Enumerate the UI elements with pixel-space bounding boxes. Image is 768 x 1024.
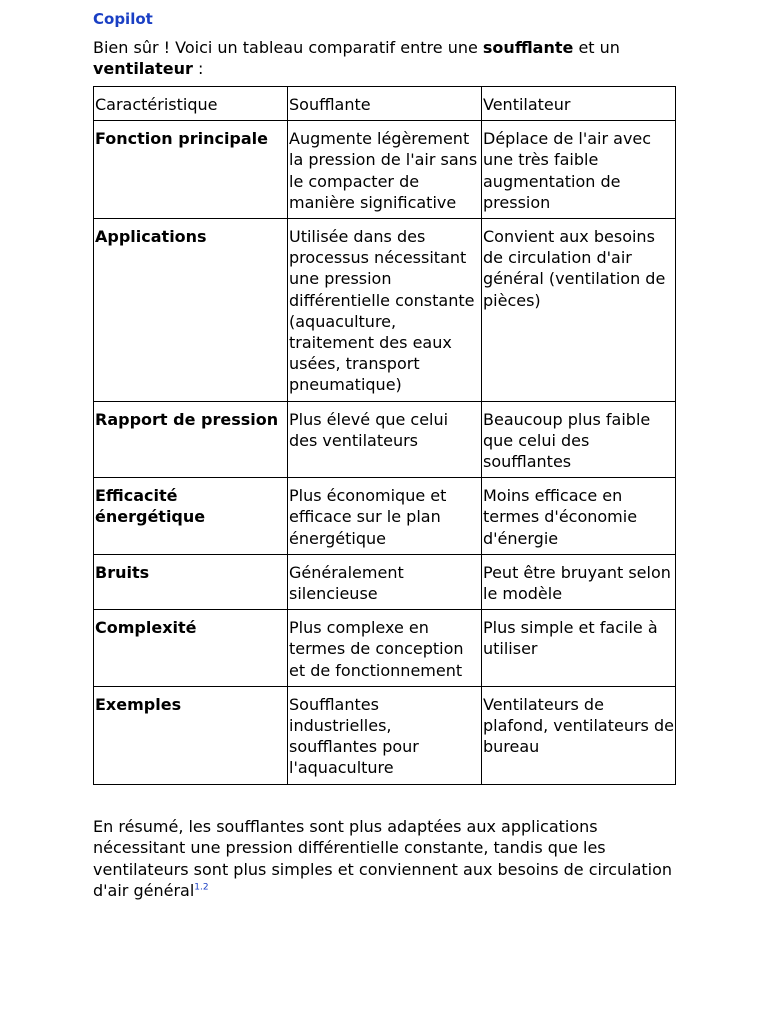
ventilateur-cell: Ventilateurs de plafond, ventilateurs de bureau: [482, 686, 676, 784]
table-row: [94, 554, 676, 609]
feature-cell: Efficacité énergétique: [94, 478, 288, 555]
feature-cell: Bruits: [94, 554, 288, 609]
feature-cell: Exemples: [94, 686, 288, 784]
soufflante-cell: Généralement silencieuse: [288, 554, 482, 609]
table-row: [94, 478, 676, 555]
soufflante-cell: Soufflantes industrielles, soufflantes pour l'aquaculture: [288, 686, 482, 784]
soufflante-cell: Utilisée dans des processus nécessitant une pression différentielle constante (aquaculture, traitement des eaux usées, transport pneumatique): [288, 219, 482, 402]
soufflante-cell: Plus complexe en termes de conception et de fonctionnement: [288, 610, 482, 687]
table-header-row: [94, 87, 676, 121]
soufflante-cell: Plus élevé que celui des ventilateurs: [288, 401, 482, 478]
intro-bold-soufflante: soufflante: [482, 38, 574, 57]
intro-bold-ventilateur: ventilateur: [93, 59, 193, 78]
header-ventilateur: Ventilateur: [482, 87, 676, 121]
ventilateur-cell: Déplace de l'air avec une très faible augmentation de pression: [482, 121, 676, 219]
table-row: [94, 610, 676, 687]
sender-name: Copilot: [93, 10, 153, 28]
feature-cell: Rapport de pression: [94, 401, 288, 478]
table-row: [94, 121, 676, 219]
table-row: [94, 686, 676, 784]
intro-text-2: et un: [573, 38, 620, 57]
header-soufflante: Soufflante: [288, 87, 482, 121]
ventilateur-cell: Moins efficace en termes d'économie d'énergie: [482, 478, 676, 555]
summary-text: En résumé, les soufflantes sont plus adaptées aux applications nécessitant une pression différentielle constante, tandis que les ventilateurs sont plus simples et conviennent aux besoins de circulation d'air général: [93, 817, 673, 900]
soufflante-cell: Augmente légèrement la pression de l'air sans le compacter de manière significative: [288, 121, 482, 219]
citation-2-link[interactable]: 2: [202, 882, 209, 893]
comparison-table: [93, 86, 676, 785]
intro-text-1: Bien sûr ! Voici un tableau comparatif entre une: [93, 38, 483, 57]
intro-text-3: :: [192, 59, 204, 78]
header-characteristic: Caractéristique: [94, 87, 288, 121]
table-row: [94, 401, 676, 478]
ventilateur-cell: Peut être bruyant selon le modèle: [482, 554, 676, 609]
citation-separator: .: [200, 882, 203, 893]
soufflante-cell: Plus économique et efficace sur le plan énergétique: [288, 478, 482, 555]
feature-cell: Complexité: [94, 610, 288, 687]
citation-1-link[interactable]: 1: [194, 882, 201, 893]
intro-paragraph: [93, 37, 683, 79]
feature-cell: Applications: [94, 219, 288, 402]
table-row: [94, 219, 676, 402]
ventilateur-cell: Plus simple et facile à utiliser: [482, 610, 676, 687]
summary-paragraph: [93, 816, 683, 901]
feature-cell: Fonction principale: [94, 121, 288, 219]
ventilateur-cell: Convient aux besoins de circulation d'air général (ventilation de pièces): [482, 219, 676, 402]
ventilateur-cell: Beaucoup plus faible que celui des soufflantes: [482, 401, 676, 478]
